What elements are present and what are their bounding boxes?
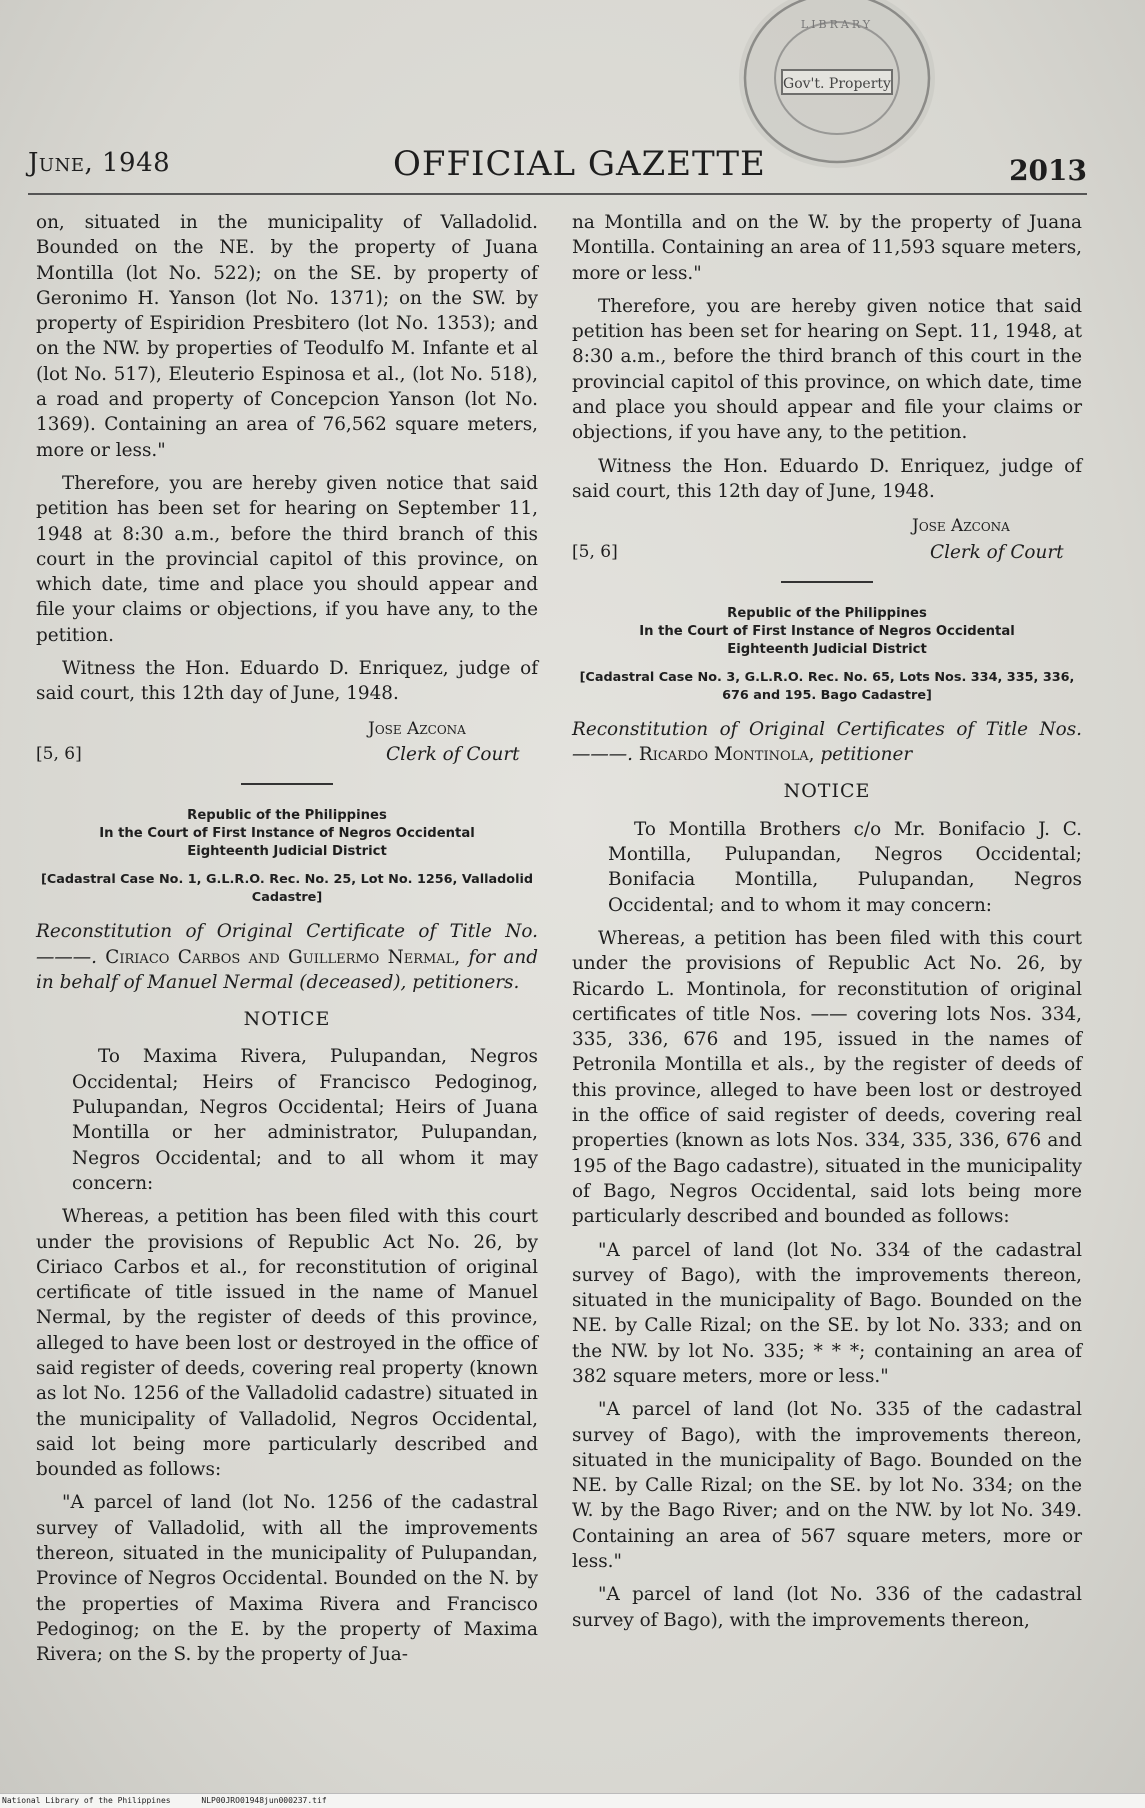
- case-title-part: for and in behalf of Manuel Nermal (deceased), petitioners.: [36, 946, 538, 993]
- signatory-title: Clerk of Court: [930, 541, 1064, 563]
- paragraph: Witness the Hon. Eduardo D. Enriquez, judge of said court, this 12th day of June, 1948.: [572, 455, 1082, 502]
- case-number: [Cadastral Case No. 3, G.L.R.O. Rec. No. 65, Lots Nos. 334, 335, 336, 676 and 195. Bago Cadastre]: [579, 669, 1075, 703]
- paragraph: Witness the Hon. Eduardo D. Enriquez, judge of said court, this 12th day of June, 1948.: [36, 658, 538, 705]
- signature-block: [572, 514, 1082, 565]
- issue-date: June, 1948: [28, 148, 171, 178]
- paragraph: "A parcel of land (lot No. 335 of the cadastral survey of Bago), with the improvements thereon, situated in the municipality of Bago. Bounded on the NE. by Calle Rizal; on the SE. by lot No. 334; on the W. by the Bago River; and on the NW. by lot No. 349. Containing an area of 567 square meters, more or less.": [572, 1399, 1082, 1573]
- page-number: 2013: [1009, 154, 1087, 187]
- case-title-part: Reconstitution of Original Certificates of Title Nos. ———.: [572, 718, 1082, 766]
- signatory-name: Jose Azcona: [912, 516, 1010, 537]
- addressees: To Maxima Rivera, Pulupandan, Negros Occidental; Heirs of Francisco Pedoginog, Pulupandan, Negros Occidental; Heirs of Juana Montilla or her administrator, Pulupandan, Negros Occidental; and to all whom it may concern:: [72, 1046, 538, 1194]
- paragraph: "A parcel of land (lot No. 334 of the cadastral survey of Bago), with the improvements thereon, situated in the municipality of Bago. Bounded on the NE. by Calle Rizal; on the SE. by lot No. 333; and on the NW. by lot No. 335; * * *; containing an area of 382 square meters, more or less.": [572, 1239, 1082, 1387]
- case-title-part: petitioner: [814, 744, 913, 766]
- court-line: In the Court of First Instance of Negros Occidental: [639, 623, 1015, 639]
- paragraph: "A parcel of land (lot No. 1256 of the cadastral survey of Valladolid, with all the improvements thereon, situated in the municipality of Pulupandan, Province of Negros Occidental. Bounded on the N. by the properties of Maxima Rivera and Francisco Pedoginog; on the E. by the property of Maxima Rivera; on the S. by the property of Jua-: [36, 1492, 538, 1666]
- court-line: Republic of the Philippines: [187, 808, 387, 824]
- page-header: [28, 144, 1087, 188]
- paragraph: on, situated in the municipality of Valladolid. Bounded on the NE. by the property of Juana Montilla (lot No. 522); on the SE. by property of Geronimo H. Yanson (lot No. 1371); on the SW. by property of Espiridion Presbitero (lot No. 1353); and on the NW. by properties of Teodulfo M. Infante et al (lot No. 517), Eleuterio Espinosa et al., (lot No. 518), a road and property of Concepcion Yanson (lot No. 1369). Containing an area of 76,562 square meters, more or less.": [36, 212, 538, 461]
- case-title: [36, 919, 538, 995]
- library-credit: National Library of the Philippines: [2, 1796, 171, 1805]
- petitioner-names: Ricardo Montinola,: [638, 744, 815, 766]
- court-line: In the Court of First Instance of Negros Occidental: [99, 826, 475, 842]
- court-line: Republic of the Philippines: [727, 605, 927, 621]
- section-divider: [781, 581, 873, 583]
- court-heading: [36, 807, 538, 861]
- publication-title: OFFICIAL GAZETTE: [393, 144, 766, 184]
- signatory-name: Jose Azcona: [368, 718, 466, 739]
- petitioner-names: Ciriaco Carbos and Guillermo Nermal,: [105, 946, 461, 968]
- paragraph: Therefore, you are hereby given notice that said petition has been set for hearing on September 11, 1948 at 8:30 a.m., before the third branch of this court in the provincial capitol of this province, on which date, time and place you should appear and file your claims or objections, if you have any, to the petition.: [36, 472, 538, 646]
- addressees: To Montilla Brothers c/o Mr. Bonifacio J. C. Montilla, Pulupandan, Negros Occidental; Bonifacia Montilla, Pulupandan, Negros Occidental; and to whom it may concern:: [608, 818, 1082, 916]
- notice-heading: NOTICE: [783, 780, 871, 803]
- case-title: [572, 717, 1082, 768]
- signatory-title: Clerk of Court: [386, 743, 520, 765]
- case-title-part: Reconstitution of Original Certificate of Title No. ———.: [36, 921, 538, 968]
- court-line: Eighteenth Judicial District: [187, 844, 387, 860]
- signature-block: [36, 717, 538, 768]
- stamp-label: Gov't. Property: [783, 76, 891, 92]
- section-divider: [241, 783, 333, 785]
- paragraph: Whereas, a petition has been filed with this court under the provisions of Republic Act No. 26, by Ricardo L. Montinola, for reconstitution of original certificates of title Nos. —— covering lots Nos. 334, 335, 336, 676 and 195, issued in the names of Petronila Montilla et als., by the register of deeds of this province, alleged to have been lost or destroyed in the office of said register of deeds, covering real properties (known as lots Nos. 334, 335, 336, 676 and 195 of the Bago cadastre), situated in the municipality of Bago, Negros Occidental, said lots being more particularly described and bounded as follows:: [572, 927, 1082, 1228]
- issue-reference: [5, 6]: [36, 743, 82, 764]
- paragraph: Whereas, a petition has been filed with this court under the provisions of Republic Act No. 26, by Ciriaco Carbos et al., for reconstitution of original certificate of title issued in the name of Manuel Nermal, by the register of deeds of this province, alleged to have been lost or destroyed in the office of said register of deeds, covering real property (known as lot No. 1256 of the Valladolid cadastre) situated in the municipality of Valladolid, Negros Occidental, said lot being more particularly described and bounded as follows:: [36, 1206, 538, 1481]
- right-column: [572, 210, 1082, 1641]
- case-number: [Cadastral Case No. 1, G.L.R.O. Rec. No. 25, Lot No. 1256, Valladolid Cadastre]: [40, 872, 534, 906]
- left-column: [36, 210, 538, 1676]
- issue-reference: [5, 6]: [572, 541, 618, 562]
- notice-heading: NOTICE: [243, 1008, 331, 1031]
- file-name: NLP00JRO01948jun000237.tif: [201, 1796, 327, 1805]
- court-line: Eighteenth Judicial District: [727, 641, 927, 657]
- paragraph: "A parcel of land (lot No. 336 of the cadastral survey of Bago), with the improvements thereon,: [572, 1584, 1082, 1631]
- paragraph: na Montilla and on the W. by the property of Juana Montilla. Containing an area of 11,593 square meters, more or less.": [572, 212, 1082, 284]
- court-heading: [572, 605, 1082, 659]
- scan-footer: [0, 1793, 1145, 1808]
- stamp-logo-text: LIBRARY: [800, 18, 874, 31]
- header-rule: [28, 193, 1087, 195]
- paragraph: Therefore, you are hereby given notice that said petition has been set for hearing on Sept. 11, 1948, at 8:30 a.m., before the third branch of this court in the provincial capitol of this province, on which date, time and place you should appear and file your claims or objections, if you have any, to the petition.: [572, 295, 1082, 444]
